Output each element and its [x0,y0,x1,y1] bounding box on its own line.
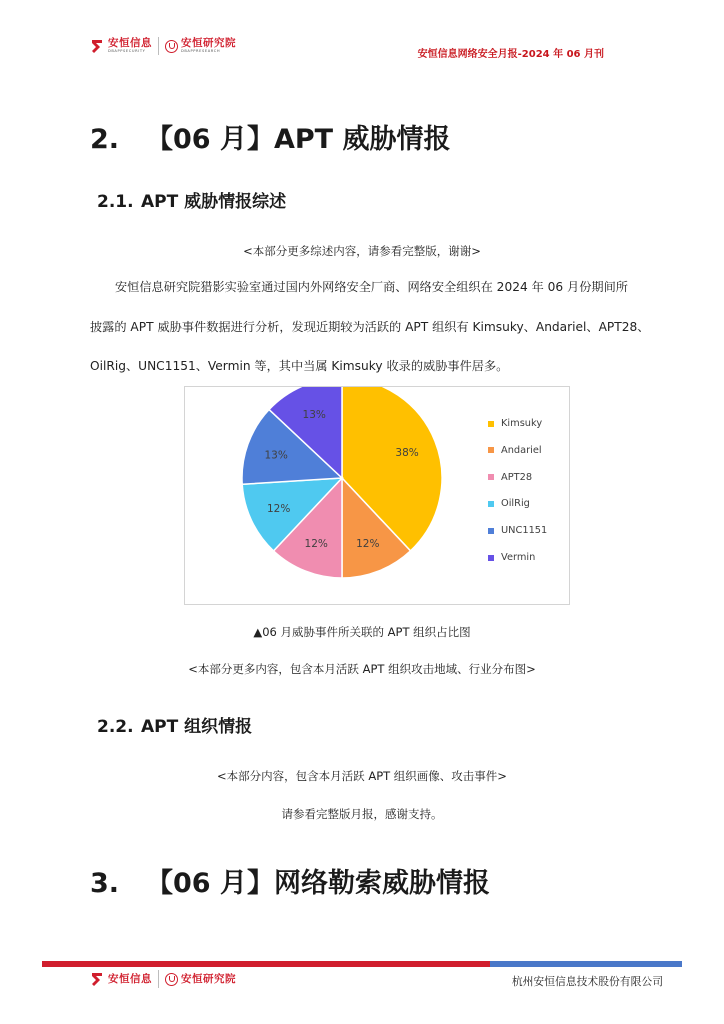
section-2-number: 2. [90,124,120,155]
pie-label-kimsuky: 38% [395,447,419,460]
legend-label: Kimsuky [501,418,543,429]
pie-label-oilrig: 12% [266,502,291,515]
section-3-heading [90,861,490,900]
legend-label: Andariel [501,444,542,456]
legend-item-oilrig [488,498,530,509]
footer-logo-research-text: 安恒研究院 [181,972,236,985]
section-2-1-number: 2.1. [97,192,134,212]
legend-label: UNC1151 [501,525,548,537]
research-seal-icon [165,973,178,986]
section-2-1-heading [97,187,286,212]
legend-label: Vermin [501,552,536,563]
section-2-2-heading [97,712,252,737]
legend-item-andariel [488,445,542,456]
pie-label-apt28: 12% [304,538,328,551]
logo-brand-text: 安恒信息 [108,36,152,49]
logo-research-text: 安恒研究院 [181,36,236,49]
footer-logo-brand-text: 安恒信息 [108,972,152,985]
apt-pie-chart [184,386,570,605]
research-seal-icon [165,40,178,53]
legend-item-vermin [488,552,535,563]
full-report-note: 请参看完整版月报，感谢支持。 [281,807,443,821]
footer-bar [42,961,682,967]
section-2-2-number: 2.2. [97,717,134,737]
pie-label-andariel: 12% [356,538,380,551]
legend-swatch [488,555,494,561]
footer-logo [89,970,236,988]
section-3-title: 【06 月】网络勒索威胁情报 [146,868,490,899]
legend-swatch [488,447,494,453]
footer-logo-separator [158,970,159,988]
company-name: 杭州安恒信息技术股份有限公司 [511,975,663,988]
paragraph-line-2: 披露的 APT 威胁事件数据进行分析，发现近期较为活跃的 APT 组织有 Kimsuky、Andariel、APT28、 [90,320,650,334]
pie-label-vermin: 13% [302,408,326,421]
legend-label: OilRig [501,498,530,510]
apt-org-note: <本部分内容，包含本月活跃 APT 组织画像、攻击事件> [217,769,507,783]
section-3-number: 3. [90,868,120,899]
section-2-title: 【06 月】APT 威胁情报 [146,124,451,155]
footer-bar-blue [490,961,682,967]
chart-caption: ▲06 月威胁事件所关联的 APT 组织占比图 [253,625,471,639]
brand-logo-icon [89,38,105,55]
legend-swatch [488,501,494,507]
pie-label-unc1151: 13% [264,449,288,462]
footer-bar-red [42,961,490,967]
legend-swatch [488,474,494,480]
legend-item-unc1151 [488,525,547,536]
legend-item-kimsuky [488,418,542,429]
header-title: 安恒信息网络安全月报-2024 年 06 月刊 [417,49,604,60]
logo-separator [158,37,159,55]
section-2-2-title: APT 组织情报 [141,717,253,737]
paragraph-line-3: OilRig、UNC1151、Vermin 等，其中当属 Kimsuky 收录的威胁事件居多。 [90,359,509,373]
logo-research-sub: DBAPPRESEARCH [181,49,221,54]
section-2-1-title: APT 威胁情报综述 [141,192,287,212]
legend-item-apt28 [488,472,532,483]
legend-swatch [488,421,494,427]
summary-note: <本部分更多综述内容，请参看完整版，谢谢> [243,244,481,258]
paragraph-line-1: 安恒信息研究院猎影实验室通过国内外网络安全厂商、网络安全组织在 2024 年 06 月份期间所 [115,280,628,294]
logo-brand-sub: DBAPPSECURITY [108,49,146,54]
more-content-note: <本部分更多内容，包含本月活跃 APT 组织攻击地域、行业分布图> [188,662,536,676]
header-logo [89,37,236,55]
section-2-heading [90,117,450,156]
legend-swatch [488,528,494,534]
brand-logo-icon [89,971,105,988]
legend-label: APT28 [501,471,533,483]
